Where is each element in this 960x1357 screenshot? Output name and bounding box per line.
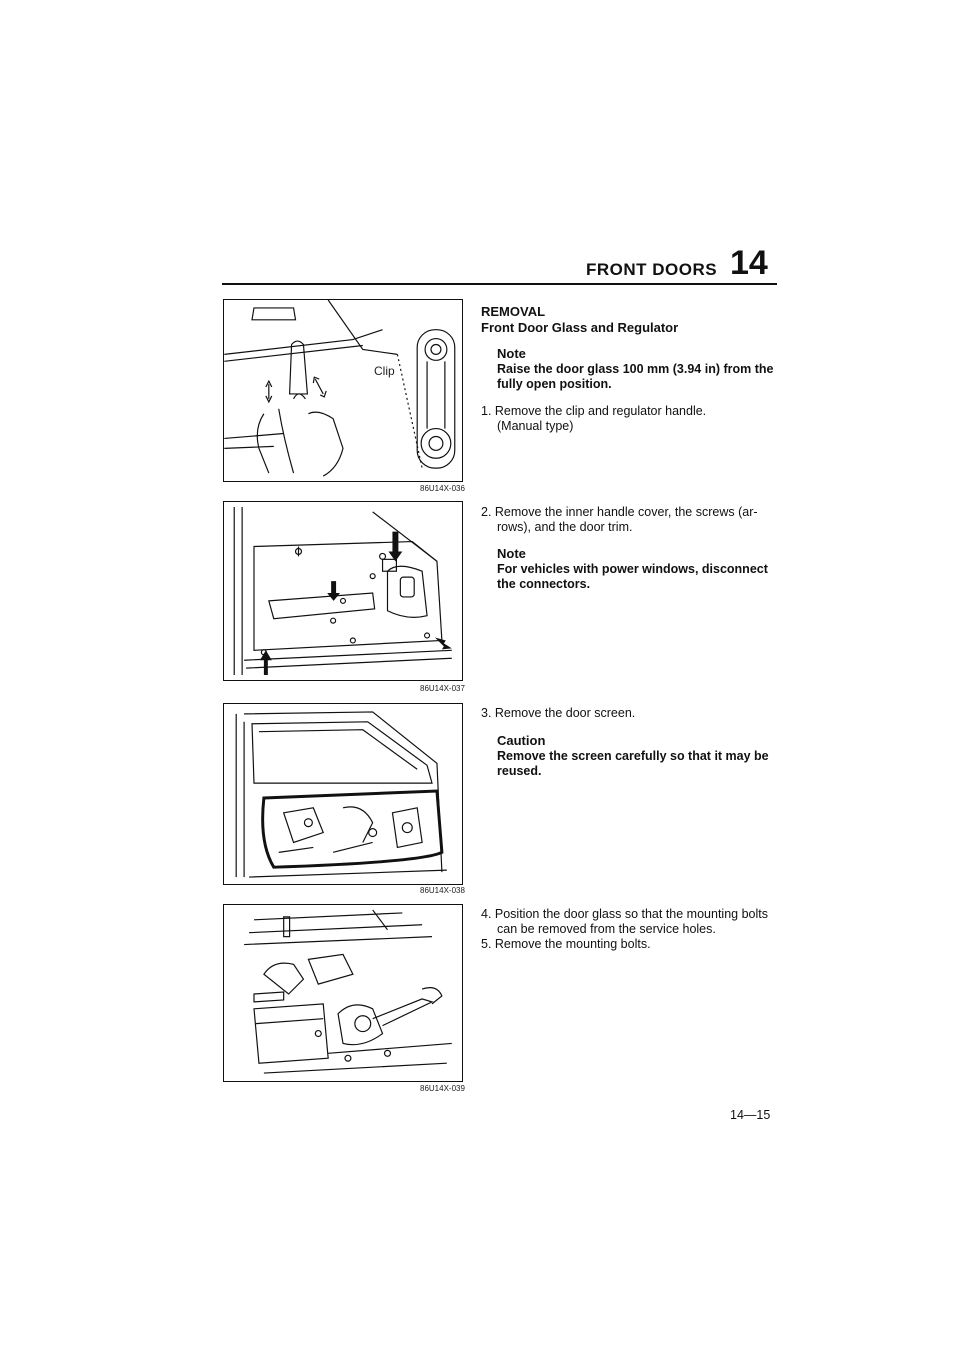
step5-line1: 5. Remove the mounting bolts. (481, 937, 651, 951)
step2-line2: rows), and the door trim. (497, 520, 633, 534)
figure-mounting-bolts (223, 904, 463, 1082)
figure-door-screen (223, 703, 463, 885)
section-title: REMOVAL (481, 304, 546, 319)
step1-line2: (Manual type) (497, 419, 574, 433)
step3-line1: 3. Remove the door screen. (481, 706, 636, 720)
step4-line1: 4. Position the door glass so that the mounting bolts (481, 907, 768, 921)
handle-removal-illustration (224, 300, 462, 481)
step1-line1: 1. Remove the clip and regulator handle. (481, 404, 707, 418)
door-screen-illustration (224, 704, 462, 884)
note1-label: Note (497, 346, 526, 361)
page-header-title: FRONT DOORS (586, 260, 718, 279)
step4-line2: can be removed from the service holes. (497, 922, 716, 936)
step2-line1: 2. Remove the inner handle cover, the screws (ar- (481, 505, 758, 519)
note1-line2: fully open position. (497, 377, 612, 391)
section-subtitle: Front Door Glass and Regulator (481, 320, 679, 335)
figure-handle-removal (223, 299, 463, 482)
page-number: 14—15 (730, 1108, 771, 1122)
caution-line2: reused. (497, 764, 542, 778)
figure-code-038: 86U14X-038 (420, 886, 465, 895)
note2-line2: the connectors. (497, 577, 591, 591)
figure-code-037: 86U14X-037 (420, 684, 465, 693)
header-rule (222, 283, 777, 285)
figure-door-trim (223, 501, 463, 681)
figure-code-036: 86U14X-036 (420, 484, 465, 493)
note2-line1: For vehicles with power windows, disconnect (497, 562, 768, 576)
caution-line1: Remove the screen carefully so that it may be (497, 749, 769, 763)
clip-callout-label: Clip (374, 364, 395, 378)
note1-line1: Raise the door glass 100 mm (3.94 in) from the (497, 362, 774, 376)
figure-code-039: 86U14X-039 (420, 1084, 465, 1093)
caution-label: Caution (497, 733, 546, 748)
note2-label: Note (497, 546, 526, 561)
door-trim-illustration (224, 502, 462, 680)
mounting-bolts-illustration (224, 905, 462, 1081)
page-section-number: 14 (730, 244, 768, 282)
